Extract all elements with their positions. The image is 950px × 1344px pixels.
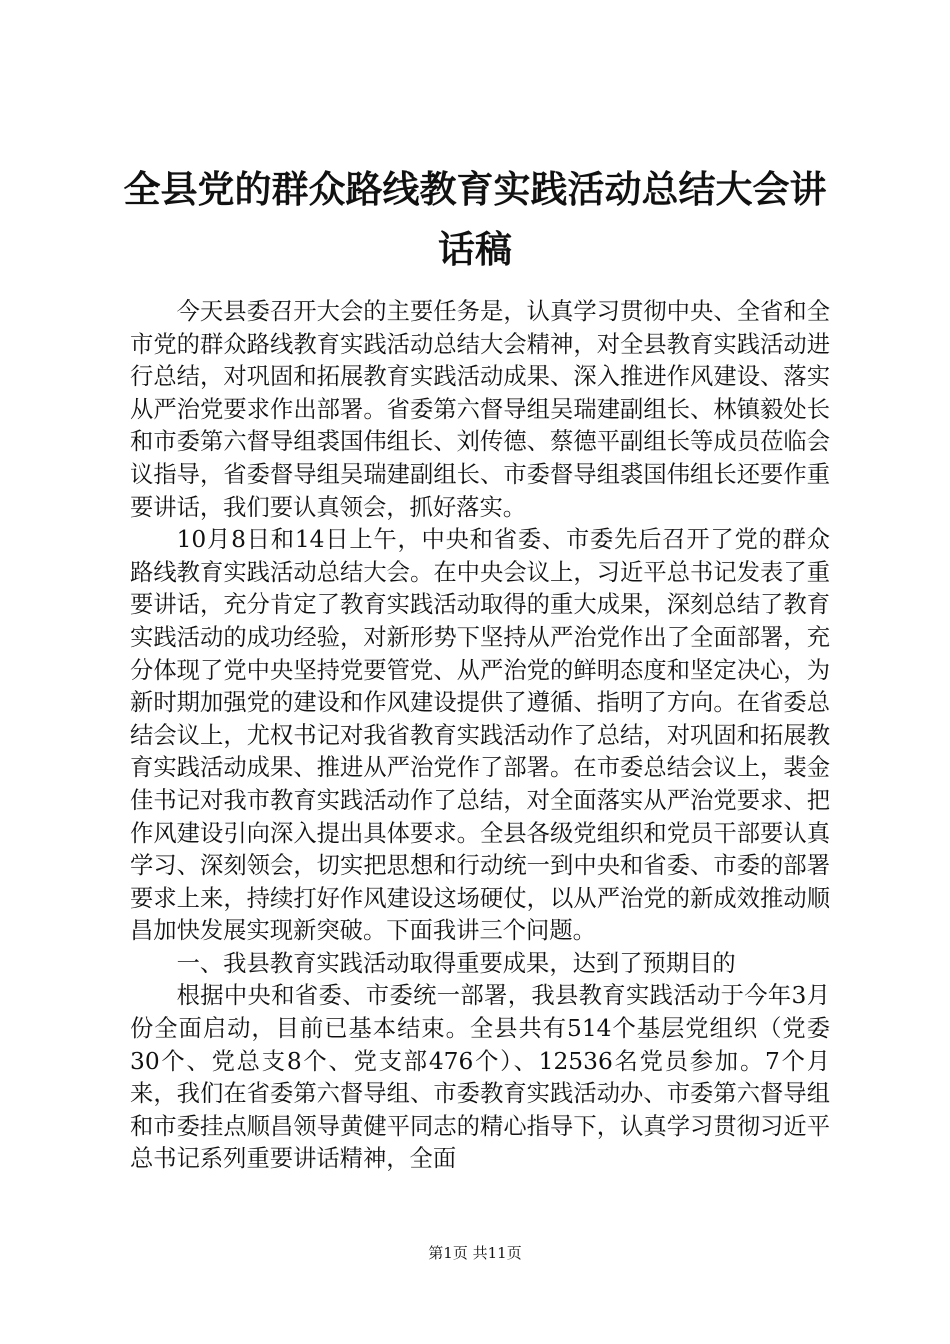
paragraph-intro: 今天县委召开大会的主要任务是，认真学习贯彻中央、全省和全市党的群众路线教育实践活动总结大会精神，对全县教育实践活动进行总结，对巩固和拓展教育实践活动成果、深入推进作风建设、落实从严治党要求作出部署。省委第六督导组吴瑞建副组长、林镇毅处长和市委第六督导组裘国伟组长、刘传德、蔡德平副组长等成员莅临会议指导，省委督导组吴瑞建副组长、市委督导组裘国伟组长还要作重要讲话，我们要认真领会，抓好落实。 <box>130 298 830 521</box>
document-title: 全县党的群众路线教育实践活动总结大会讲话稿 <box>123 168 827 271</box>
page-number-footer: 第1页 共11页 <box>428 1244 522 1262</box>
document-body <box>130 296 830 1176</box>
section-heading-1: 一、我县教育实践活动取得重要成果，达到了预期目的 <box>176 949 736 977</box>
paragraph-meeting-context: 10月8日和14日上午，中央和省委、市委先后召开了党的群众路线教育实践活动总结大会。在中央会议上，习近平总书记发表了重要讲话，充分肯定了教育实践活动取得的重大成果，深刻总结了教育实践活动的成功经验，对新形势下坚持从严治党作出了全面部署，充分体现了党中央坚持党要管党、从严治党的鲜明态度和坚定决心，为新时期加强党的建设和作风建设提供了遵循、指明了方向。在省委总结会议上，尤权书记对我省教育实践活动作了总结，对巩固和拓展教育实践活动成果、推进从严治党作了部署。在市委总结会议上，裴金佳书记对我市教育实践活动作了总结，对全面落实从严治党要求、把作风建设引向深入提出具体要求。全县各级党组织和党员干部要认真学习、深刻领会，切实把思想和行动统一到中央和省委、市委的部署要求上来，持续打好作风建设这场硬仗，以从严治党的新成效推动顺昌加快发展实现新突破。下面我讲三个问题。 <box>130 526 830 945</box>
paragraph-section-1: 根据中央和省委、市委统一部署，我县教育实践活动于今年3月份全面启动，目前已基本结束。全县共有514个基层党组织（党委30个、党总支8个、党支部476个）、12536名党员参加。7个月来，我们在省委第六督导组、市委教育实践活动办、市委第六督导组和市委挂点顺昌领导黄健平同志的精心指导下，认真学习贯彻习近平总书记系列重要讲话精神，全面 <box>130 982 830 1173</box>
